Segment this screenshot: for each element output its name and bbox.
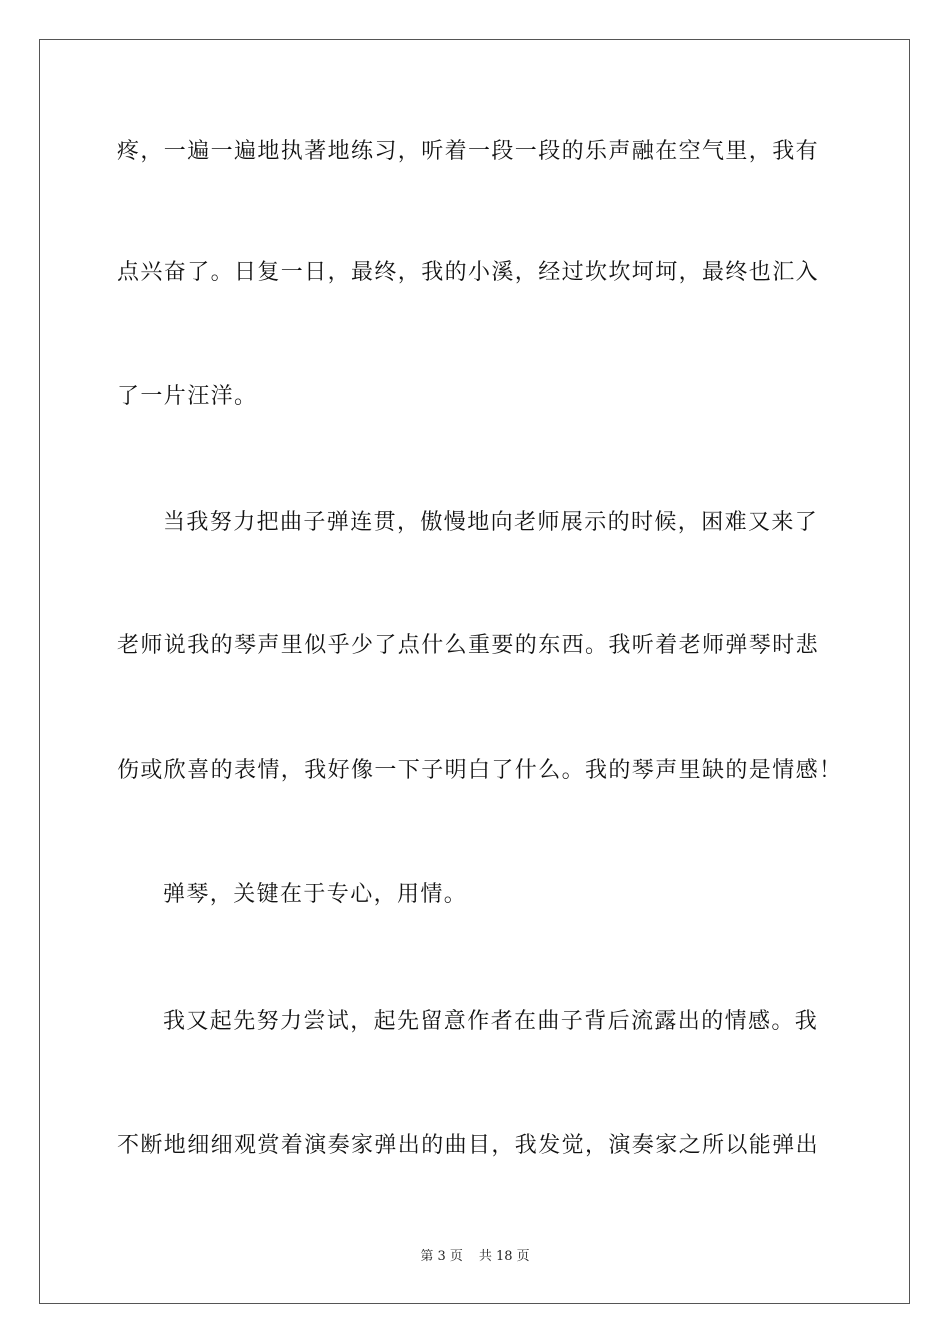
page-number: 第 3 页 <box>420 1249 463 1264</box>
paragraph-line: 不断地细细观赏着演奏家弹出的曲目，我发觉，演奏家之所以能弹出 <box>117 1133 820 1158</box>
paragraph-line: 老师说我的琴声里似乎少了点什么重要的东西。我听着老师弹琴时悲 <box>117 633 820 658</box>
page-footer <box>0 1248 950 1266</box>
page-border <box>39 39 910 1304</box>
paragraph-line: 疼，一遍一遍地执著地练习，听着一段一段的乐声融在空气里，我有 <box>117 139 820 164</box>
paragraph-line: 伤或欣喜的表情，我好像一下子明白了什么。我的琴声里缺的是情感！ <box>117 758 843 783</box>
page-total: 共 18 页 <box>478 1249 530 1264</box>
paragraph-line: 当我努力把曲子弹连贯，傲慢地向老师展示的时候，困难又来了 <box>163 510 819 535</box>
paragraph-line: 我又起先努力尝试，起先留意作者在曲子背后流露出的情感。我 <box>163 1009 819 1034</box>
paragraph-line: 了一片汪洋。 <box>117 384 258 409</box>
paragraph-line: 弹琴，关键在于专心，用情。 <box>163 882 468 907</box>
paragraph-line: 点兴奋了。日复一日，最终，我的小溪，经过坎坎坷坷，最终也汇入 <box>117 260 820 285</box>
